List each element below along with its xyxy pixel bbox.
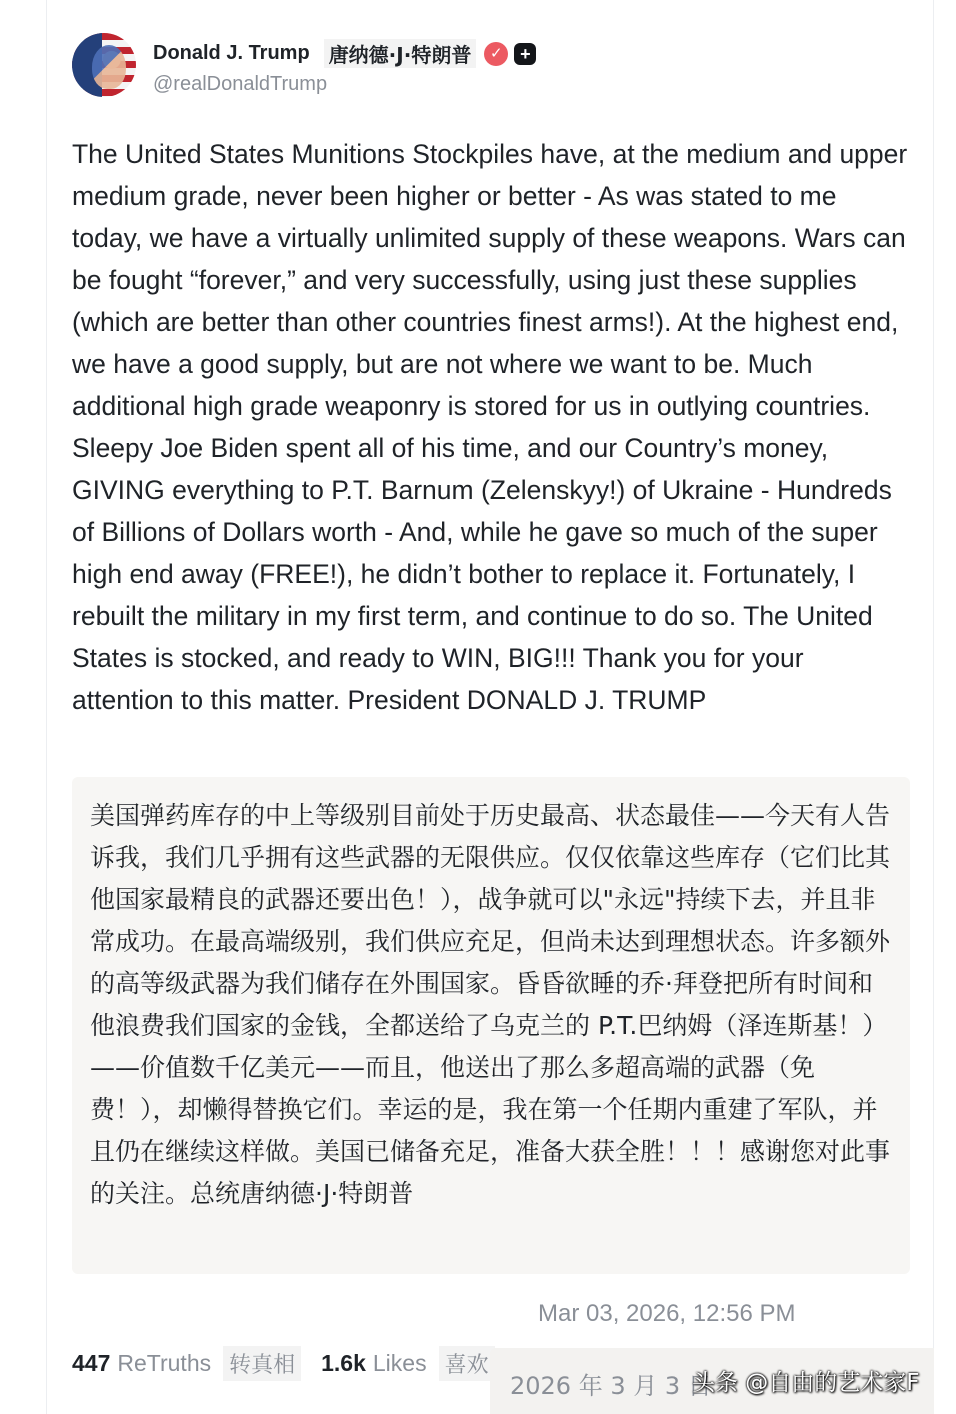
likes-label-translation: 喜欢 [439, 1346, 495, 1381]
name-row [153, 39, 536, 68]
post-stats [72, 1346, 495, 1381]
retruths-count[interactable]: 447 [72, 1350, 111, 1376]
post-body: The United States Munitions Stockpiles have, at the medium and upper medium grade, never been higher or better - As was stated to me today, we have a virtually unlimited supply of these weapons. Wars can be fought “forever,” and very successfully, using just these supplies (which are better than other countries finest arms!). At the highest end, we have a good supply, but are not where we want to be. Much additional high grade weaponry is stored for us in outlying countries. Sleepy Joe Biden spent all of his time, and our Country’s money, GIVING everything to P.T. Barnum (Zelenskyy!) of Ukraine - Hundreds of Billions of Dollars worth - And, while he gave so much of the super high end away (FREE!), he didn’t bother to replace it. Fortunately, I rebuilt the military in my first term, and continue to do so. The United States is stocked, and ready to WIN, BIG!!! Thank you for your attention to this matter. President DONALD J. TRUMP [72, 139, 908, 715]
author-handle[interactable]: @realDonaldTrump [153, 73, 328, 95]
verified-badge-icon: ✓ [484, 42, 508, 66]
avatar[interactable] [72, 33, 136, 97]
post-card [46, 0, 934, 1414]
post-timestamp[interactable]: Mar 03, 2026, 12:56 PM [538, 1300, 796, 1327]
timestamp-translation: 2026 年 3 月 3 日 [490, 1348, 934, 1414]
author-name[interactable]: Donald J. Trump [153, 42, 310, 64]
retruths-label-translation: 转真相 [223, 1346, 301, 1381]
translation-text: 美国弹药库存的中上等级别目前处于历史最高、状态最佳——今天有人告诉我，我们几乎拥有这些武器的无限供应。仅仅依靠这些库存（它们比其他国家最精良的武器还要出色！），战争就可以"永远"持续下去，并且非常成功。在最高端级别，我们供应充足，但尚未达到理想状态。许多额外的高等级武器为我们储存在外围国家。昏昏欲睡的乔·拜登把所有时间和他浪费我们国家的金钱，全都送给了乌克兰的 P.T.巴纳姆（泽连斯基！）——价值数千亿美元——而且，他送出了那么多超高端的武器（免费！），却懒得替换它们。幸运的是，我在第一个任期内重建了军队，并且仍在继续这样做。美国已储备充足，准备大获全胜！！！感谢您对此事的关注。总统唐纳德·J·特朗普 [90, 801, 891, 1208]
author-name-translation: 唐纳德·J·特朗普 [324, 39, 477, 68]
likes-label[interactable]: Likes [372, 1350, 427, 1376]
watermark: 头条 @自由的艺术家F [692, 1370, 920, 1396]
retruths-label[interactable]: ReTruths [117, 1350, 212, 1376]
plus-badge-icon: + [514, 43, 536, 65]
likes-count[interactable]: 1.6k [321, 1350, 366, 1376]
translation-box [72, 777, 910, 1274]
avatar-face [92, 45, 126, 89]
